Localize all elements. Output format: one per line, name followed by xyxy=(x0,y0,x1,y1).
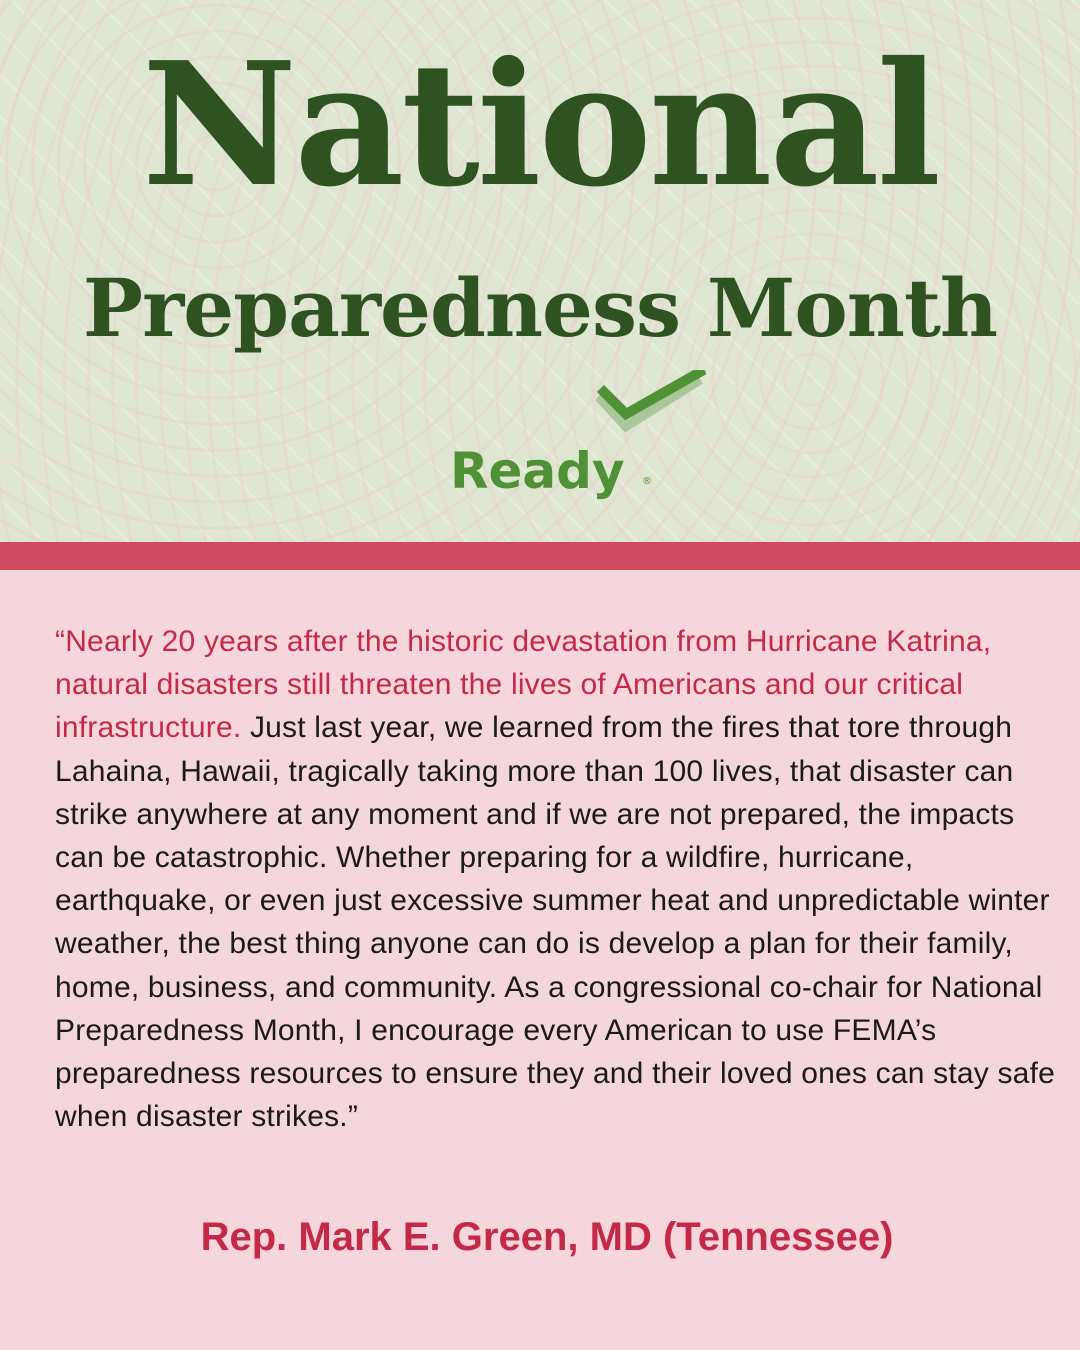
ready-logo-text: Ready xyxy=(450,442,625,500)
title-preparedness-month: Preparedness Month xyxy=(82,261,998,355)
quote-body: Just last year, we learned from the fires that tore through Lahaina, Hawaii, tragically taking more than 100 lives, that disaster can strike anywhere at any moment and if we are not prepared, the impacts can be catastrophic. Whether preparing for a wildfire, hurricane, earthquake, or even just excessive summer heat and unpredictable winter weather, the best thing anyone can do is develop a plan for their family, home, business, and community. As a congressional co-chair for National Preparedness Month, I encourage every American to use FEMA’s preparedness resources to ensure they and their loved ones can stay safe when disaster strikes.” xyxy=(55,711,1055,1134)
checkmark-icon xyxy=(596,370,706,440)
ready-logo xyxy=(446,368,666,518)
registered-mark: ® xyxy=(642,476,652,487)
quote-highlight: “Nearly 20 years after the historic devastation from Hurricane Katrina, natural disasters still threaten the lives of Americans and our critical infrastructure. xyxy=(55,625,992,745)
quote-attribution: Rep. Mark E. Green, MD (Tennessee) xyxy=(200,1215,894,1259)
header-banner xyxy=(0,0,1080,542)
quote-text xyxy=(55,620,1055,1138)
divider-band xyxy=(0,542,1080,570)
title-national: National xyxy=(141,25,939,225)
